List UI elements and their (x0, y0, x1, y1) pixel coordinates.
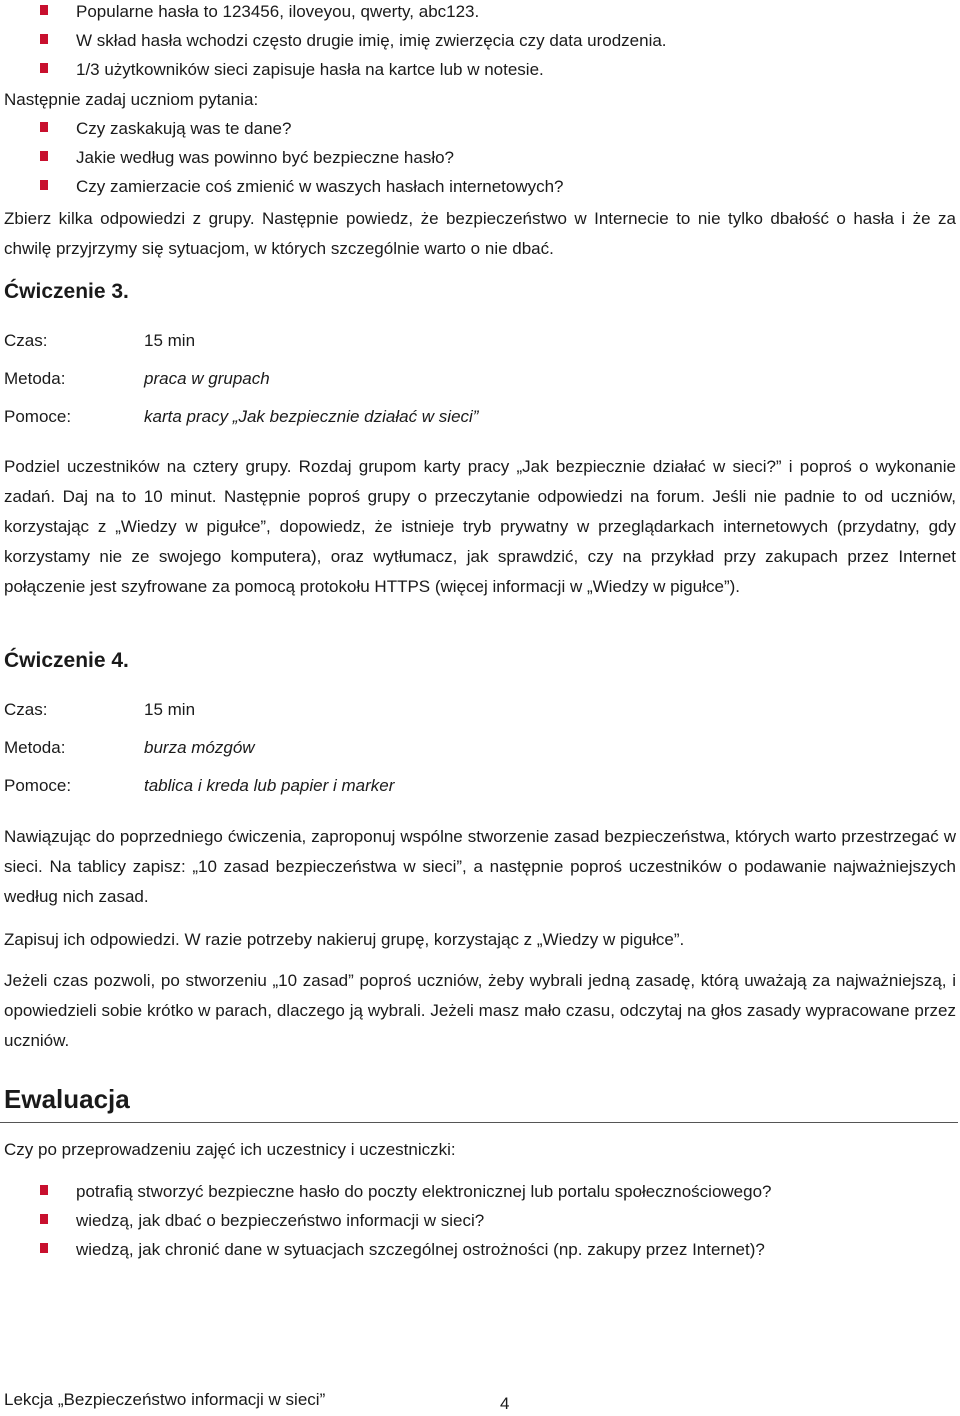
time-row (0, 691, 960, 729)
exercise-3-meta (0, 322, 960, 436)
list-item: W skład hasła wchodzi często drugie imię, imię zwierzęcia czy data urodzenia. (0, 26, 960, 55)
bullet-square-icon (40, 63, 48, 73)
exercise-4-heading: Ćwiczenie 4. (4, 649, 129, 672)
list-item: Czy zamierzacie coś zmienić w waszych hasłach internetowych? (0, 172, 960, 201)
evaluation-list (0, 1177, 960, 1264)
statistics-list (0, 0, 960, 84)
list-item: wiedzą, jak chronić dane w sytuacjach szczególnej ostrożności (np. zakupy przez Internet)? (0, 1235, 960, 1264)
exercise-3-body: Podziel uczestników na cztery grupy. Rozdaj grupom karty pracy „Jak bezpiecznie działać w sieci?” i poproś o wykonanie zadań. Daj na to 10 minut. Następnie poproś grupy o przeczytanie odpowiedzi na forum. Jeśli nie padnie to od uczniów, korzystając z „Wiedzy w pigułce”, dopowiedz, że istnieje tryb prywatny w przeglądarkach internetowych (przydatny, gdy korzystamy nie ze swojego komputera), oraz wytłumacz, jak sprawdzić, czy na przykład przy zakupach przez Internet połączenie jest szyfrowane za pomocą protokołu HTTPS (więcej informacji w „Wiedzy w pigułce”). (4, 457, 956, 596)
list-item: wiedzą, jak dbać o bezpieczeństwo informacji w sieci? (0, 1206, 960, 1235)
list-item: 1/3 użytkowników sieci zapisuje hasła na kartce lub w notesie. (0, 55, 960, 84)
time-value: 15 min (144, 331, 196, 350)
bullet-square-icon (40, 122, 48, 132)
list-item: potrafią stworzyć bezpieczne hasło do poczty elektronicznej lub portalu społecznościowego? (0, 1177, 960, 1206)
method-value: praca w grupach (144, 369, 270, 388)
time-row (0, 322, 960, 360)
footer-lesson-title: Lekcja „Bezpieczeństwo informacji w sieci” (4, 1390, 326, 1409)
materials-row (0, 767, 960, 805)
method-row (0, 360, 960, 398)
questions-intro: Następnie zadaj uczniom pytania: (4, 90, 259, 109)
exercise-4-meta (0, 691, 960, 805)
list-item: Popularne hasła to 123456, iloveyou, qwerty, abc123. (0, 0, 960, 26)
bullet-square-icon (40, 1214, 48, 1224)
bullet-square-icon (40, 1185, 48, 1195)
bullet-square-icon (40, 1243, 48, 1253)
method-row (0, 729, 960, 767)
page-number: 4 (500, 1394, 510, 1413)
bullet-square-icon (40, 34, 48, 44)
section-divider (0, 1122, 958, 1123)
materials-row (0, 398, 960, 436)
time-value: 15 min (144, 700, 196, 719)
exercise-3-heading: Ćwiczenie 3. (4, 280, 129, 303)
method-value: burza mózgów (144, 738, 255, 757)
questions-list (0, 114, 960, 201)
materials-label: Pomoce: (4, 407, 72, 426)
list-item: Jakie według was powinno być bezpieczne hasło? (0, 143, 960, 172)
materials-label: Pomoce: (4, 776, 72, 795)
method-label: Metoda: (4, 738, 66, 757)
materials-value: karta pracy „Jak bezpiecznie działać w sieci” (144, 407, 479, 426)
evaluation-heading: Ewaluacja (4, 1084, 130, 1114)
exercise-4-body-2: Zapisuj ich odpowiedzi. W razie potrzeby nakieruj grupę, korzystając z „Wiedzy w pigułce”. (4, 930, 685, 949)
bullet-square-icon (40, 151, 48, 161)
time-label: Czas: (4, 331, 48, 350)
exercise-4-body-3: Jeżeli czas pozwoli, po stworzeniu „10 zasad” poproś uczniów, żeby wybrali jedną zasadę, którą uważają za najważniejszą, i opowiedzieli sobie krótko w parach, dlaczego ją wybrali. Jeżeli masz mało czasu, odczytaj na głos zasady wypracowane przez uczniów. (4, 971, 956, 1050)
list-item: Czy zaskakują was te dane? (0, 114, 960, 143)
bullet-square-icon (40, 180, 48, 190)
gather-paragraph: Zbierz kilka odpowiedzi z grupy. Następnie powiedz, że bezpieczeństwo w Internecie to nie tylko dbałość o hasła i że za chwilę przyjrzymy się sytuacjom, w których szczególnie warto o nie dbać. (4, 209, 956, 258)
materials-value: tablica i kreda lub papier i marker (144, 776, 395, 795)
time-label: Czas: (4, 700, 48, 719)
exercise-4-body-1: Nawiązując do poprzedniego ćwiczenia, zaproponuj wspólne stworzenie zasad bezpieczeństwa, których warto przestrzegać w sieci. Na tablicy zapisz: „10 zasad bezpieczeństwa w sieci”, a następnie poproś uczestników o podawanie najważniejszych według nich zasad. (4, 827, 956, 906)
method-label: Metoda: (4, 369, 66, 388)
evaluation-intro: Czy po przeprowadzeniu zajęć ich uczestnicy i uczestniczki: (4, 1140, 456, 1159)
bullet-square-icon (40, 5, 48, 15)
